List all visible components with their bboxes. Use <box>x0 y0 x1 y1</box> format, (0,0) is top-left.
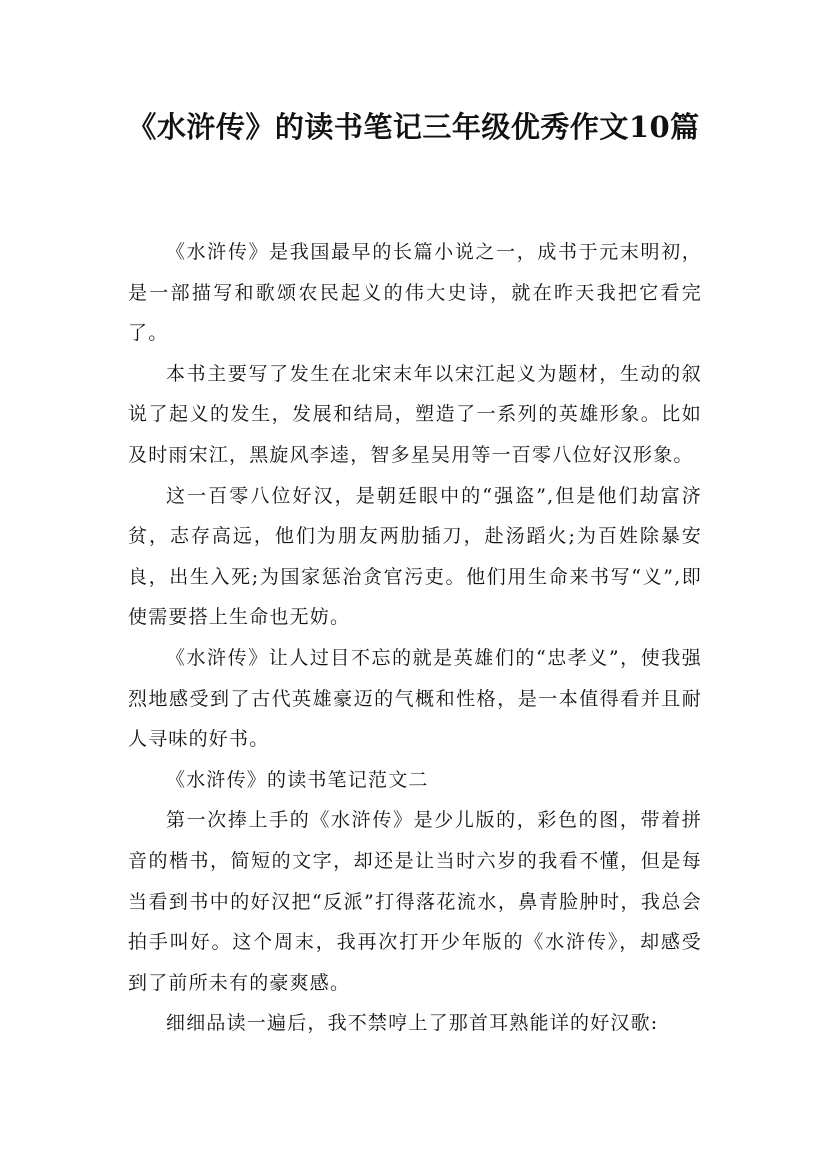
paragraph: 《水浒传》是我国最早的长篇小说之一，成书于元末明初，是一部描写和歌颂农民起义的伟大史诗，就在昨天我把它看完了。 <box>128 241 702 345</box>
document-body <box>128 232 702 1044</box>
paragraph: 细细品读一遍后，我不禁哼上了那首耳熟能详的好汉歌: <box>166 1012 659 1035</box>
paragraph: 《水浒传》让人过目不忘的就是英雄们的“忠孝义”，使我强烈地感受到了古代英雄豪迈的气概和性格，是一本值得看并且耐人寻味的好书。 <box>128 646 702 751</box>
section-heading: 《水浒传》的读书笔记范文二 <box>166 768 429 791</box>
document-title: 《水浒传》的读书笔记三年级优秀作文10篇 <box>127 110 700 144</box>
paragraph: 第一次捧上手的《水浒传》是少儿版的，彩色的图，带着拼音的楷书，简短的文字，却还是让当时六岁的我看不懂，但是每当看到书中的好汉把“反派”打得落花流水，鼻青脸肿时，我总会拍手叫好。这个周末，我再次打开少年版的《水浒传》，却感受到了前所未有的豪爽感。 <box>128 809 702 994</box>
paragraph: 本书主要写了发生在北宋末年以宋江起义为题材，生动的叙说了起义的发生，发展和结局，塑造了一系列的英雄形象。比如及时雨宋江，黑旋风李逵，智多星吴用等一百零八位好汉形象。 <box>128 362 702 466</box>
paragraph: 这一百零八位好汉，是朝廷眼中的“强盗”,但是他们劫富济贫，志存高远，他们为朋友两肋插刀，赴汤蹈火;为百姓除暴安良，出生入死;为国家惩治贪官污吏。他们用生命来书写“义”,即使需要搭上生命也无妨。 <box>128 484 702 629</box>
